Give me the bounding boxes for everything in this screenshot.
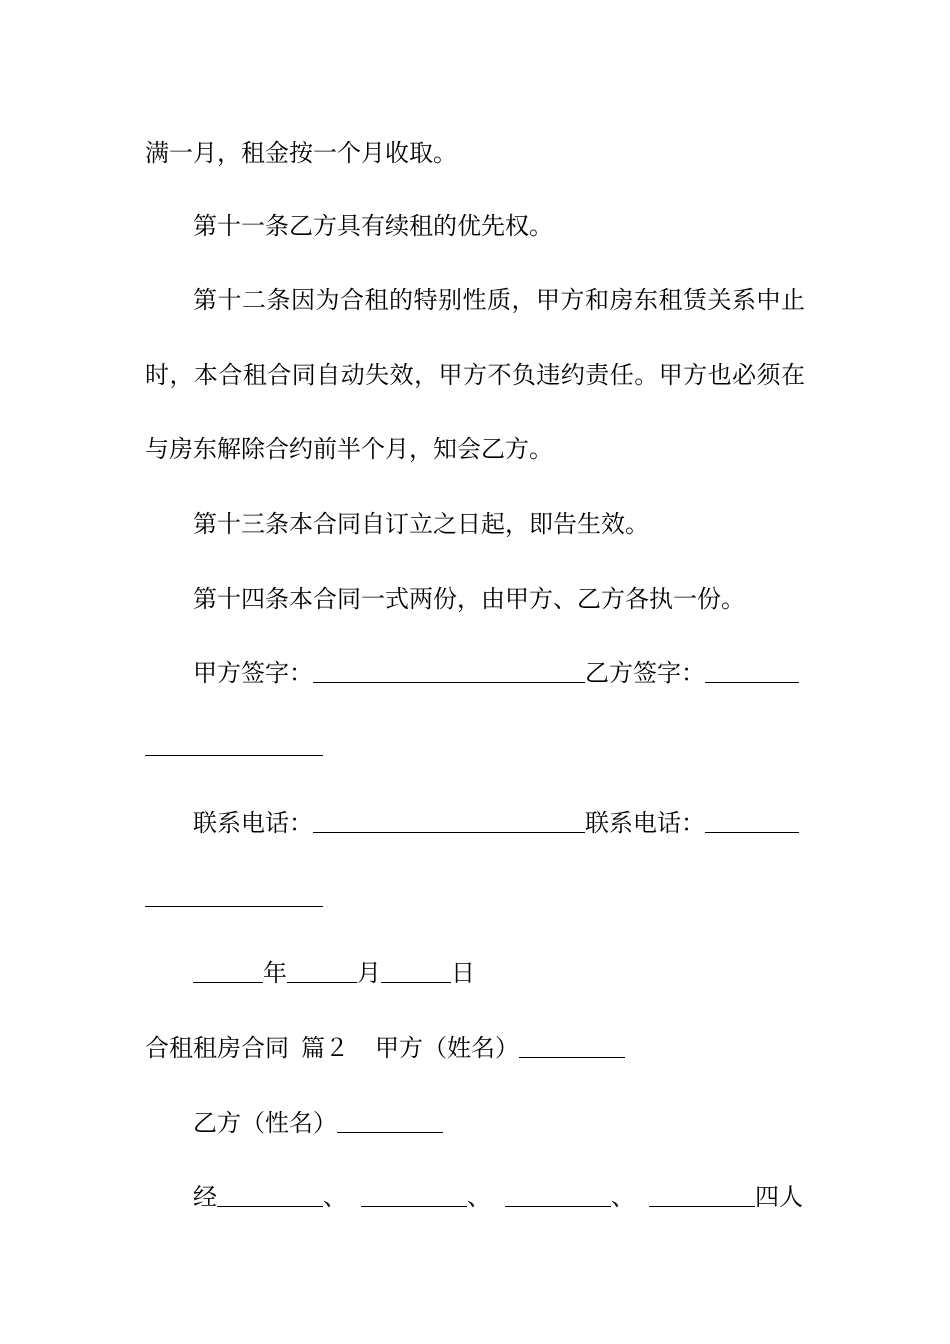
para-line-2 — [193, 211, 863, 241]
party-a-phone-field[interactable] — [313, 810, 585, 833]
section2-title: 合租租房合同 — [145, 1034, 289, 1062]
separator-2: 、 — [467, 1183, 491, 1211]
member-3-field[interactable] — [505, 1184, 611, 1207]
separator-3: 、 — [611, 1183, 635, 1211]
party-b-phone-field-cont[interactable] — [145, 906, 323, 907]
text-l2: 第十一条乙方具有续租的优先权。 — [193, 212, 553, 240]
para-line-3 — [193, 285, 805, 315]
members-row — [193, 1182, 863, 1212]
party-a-signature-field[interactable] — [313, 660, 585, 683]
text-l6: 第十三条本合同自订立之日起，即告生效。 — [193, 510, 649, 538]
day-label: 日 — [451, 959, 475, 987]
via-label: 经 — [193, 1183, 217, 1211]
member-4-field[interactable] — [649, 1184, 755, 1207]
party-b-row — [193, 1108, 863, 1138]
party-a-name-label: 甲方（姓名） — [375, 1034, 519, 1062]
section2-part: 篇２ — [301, 1034, 349, 1062]
party-b-phone-label: 联系电话： — [585, 809, 705, 837]
text-l1: 满一月，租金按一个月收取。 — [145, 139, 457, 167]
party-b-signature-label: 乙方签字： — [585, 659, 705, 687]
month-field[interactable] — [287, 960, 357, 983]
party-b-phone-field[interactable] — [705, 810, 799, 833]
section2-heading-row — [145, 1033, 815, 1063]
year-label: 年 — [263, 959, 287, 987]
four-people-label: 四人 — [755, 1183, 803, 1211]
para-line-1 — [145, 138, 815, 168]
party-b-name-label: 乙方（性名） — [193, 1109, 337, 1137]
member-2-field[interactable] — [361, 1184, 467, 1207]
party-b-name-field[interactable] — [337, 1110, 443, 1133]
month-label: 月 — [357, 959, 381, 987]
party-b-signature-field[interactable] — [705, 660, 799, 683]
party-a-phone-label: 联系电话： — [193, 809, 313, 837]
year-field[interactable] — [193, 960, 263, 983]
party-a-signature-label: 甲方签字： — [193, 659, 313, 687]
para-line-7 — [193, 584, 863, 614]
text-l3: 第十二条因为合租的特别性质，甲方和房东租赁关系中止 — [193, 286, 805, 314]
text-l7: 第十四条本合同一式两份，由甲方、乙方各执一份。 — [193, 585, 745, 613]
party-b-signature-field-cont[interactable] — [145, 755, 323, 756]
para-line-6 — [193, 509, 863, 539]
member-1-field[interactable] — [217, 1184, 323, 1207]
phone-row — [193, 808, 863, 838]
text-l5: 与房东解除合约前半个月，知会乙方。 — [145, 435, 553, 463]
day-field[interactable] — [381, 960, 451, 983]
separator-1: 、 — [323, 1183, 347, 1211]
para-line-5 — [145, 434, 815, 464]
text-l4: 时，本合租合同自动失效，甲方不负违约责任。甲方也必须在 — [145, 361, 805, 389]
signature-row — [193, 658, 863, 688]
date-row — [193, 958, 863, 988]
para-line-4 — [145, 360, 805, 390]
party-a-name-field[interactable] — [519, 1035, 625, 1058]
